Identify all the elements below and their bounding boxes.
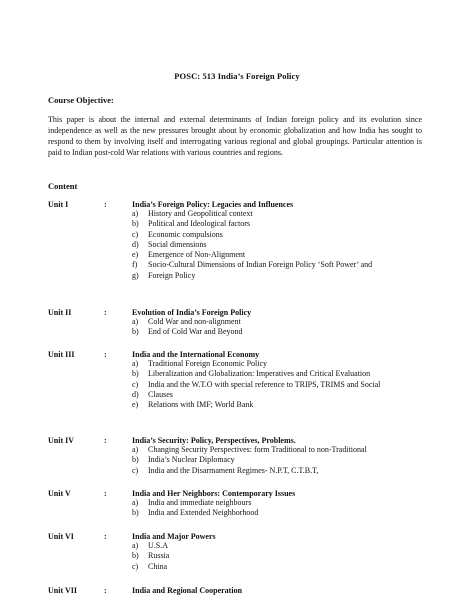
unit-title: India and the International Economy: [132, 350, 260, 359]
item-marker: c): [132, 561, 139, 571]
unit-separator: :: [104, 436, 107, 445]
item-text: India and the Disarmament Regimes- N.P.T, C.T.B.T,: [148, 465, 319, 475]
unit-item: [132, 209, 432, 219]
unit-label: Unit II: [48, 308, 72, 317]
item-text: Cold War and non-alignment: [148, 317, 241, 326]
unit-item: [132, 369, 432, 379]
item-marker: a): [132, 498, 139, 507]
unit-item: [132, 400, 432, 410]
item-marker: a): [132, 445, 139, 454]
item-text: U.S.A: [148, 541, 169, 550]
item-marker: c): [132, 229, 139, 239]
unit-item: [132, 508, 432, 518]
item-marker: d): [132, 239, 139, 249]
item-marker: d): [132, 389, 139, 399]
item-text: Clauses: [148, 389, 173, 399]
unit-item: [132, 380, 432, 390]
item-marker: e): [132, 400, 139, 410]
unit-item: [132, 219, 432, 229]
item-marker: a): [132, 317, 139, 326]
unit-item: [132, 359, 432, 369]
unit-item: [132, 327, 432, 337]
course-objective-text: This paper is about the internal and external determinants of Indian foreign policy and its evolution since independence as well as the new pressures brought about by economic globalization and how India has sought to respond to them by involving itself and interrogating various regional and global groupings. Particular attention is paid to Indian post-cold War relations with various countries and regions.: [48, 115, 422, 157]
item-marker: f): [132, 260, 138, 270]
unit-title: India and Regional Cooperation: [132, 586, 243, 595]
unit-item: [132, 445, 432, 455]
unit-title: India and Her Neighbors: Contemporary Issues: [132, 489, 296, 498]
unit-item: [132, 466, 432, 476]
item-text: Liberalization and Globalization: Imperatives and Critical Evaluation: [148, 369, 371, 379]
unit-label: Unit VI: [48, 532, 74, 541]
item-text: Traditional Foreign Economic Policy: [148, 359, 268, 368]
unit-label: Unit I: [48, 200, 69, 209]
unit-item: [132, 562, 432, 572]
item-marker: b): [132, 455, 139, 465]
item-text: India and immediate neighbours: [148, 498, 252, 507]
unit-item-list: [132, 445, 432, 476]
item-text: Changing Security Perspectives: form Traditional to non-Traditional: [148, 445, 367, 454]
unit-item: [132, 240, 432, 250]
item-text: Russia: [148, 551, 170, 561]
unit-item: [132, 230, 432, 240]
unit-separator: :: [104, 489, 107, 498]
unit-item: [132, 551, 432, 561]
unit-item-list: [132, 317, 432, 338]
item-text: China: [148, 561, 168, 571]
unit-title: India’s Foreign Policy: Legacies and Influences: [132, 200, 294, 209]
unit-label: Unit V: [48, 489, 71, 498]
unit-item: [132, 390, 432, 400]
unit-title: India’s Security: Policy, Perspectives, Problems.: [132, 436, 296, 445]
unit-label: Unit VII: [48, 586, 77, 595]
item-text: Foreign Policy: [148, 270, 196, 280]
item-text: Social dimensions: [148, 239, 207, 249]
unit-title: India and Major Powers: [132, 532, 216, 541]
item-text: Economic compulsions: [148, 229, 223, 239]
unit-separator: :: [104, 586, 107, 595]
item-text: History and Geopolitical context: [148, 209, 253, 218]
unit-item-list: [132, 359, 432, 410]
unit-separator: :: [104, 308, 107, 317]
item-marker: c): [132, 379, 139, 389]
unit-item-list: [132, 209, 432, 281]
unit-item: [132, 260, 432, 270]
item-marker: e): [132, 250, 139, 260]
item-marker: a): [132, 541, 139, 550]
item-text: Relations with IMF; World Bank: [148, 400, 254, 410]
item-marker: a): [132, 359, 139, 368]
unit-item-list: [132, 498, 432, 519]
item-text: Socio-Cultural Dimensions of Indian Foreign Policy ‘Soft Power’ and: [148, 260, 373, 270]
unit-item: [132, 498, 432, 508]
item-text: End of Cold War and Beyond: [148, 327, 243, 337]
course-objective-heading: Course Objective:: [48, 95, 114, 105]
item-marker: a): [132, 209, 139, 218]
unit-item: [132, 317, 432, 327]
item-marker: b): [132, 327, 139, 337]
item-marker: b): [132, 508, 139, 518]
unit-separator: :: [104, 200, 107, 209]
unit-title: Evolution of India’s Foreign Policy: [132, 308, 252, 317]
item-text: India’s Nuclear Diplomacy: [148, 455, 235, 465]
unit-label: Unit IV: [48, 436, 75, 445]
page-title: POSC: 513 India’s Foreign Policy: [174, 71, 300, 81]
unit-label: Unit III: [48, 350, 75, 359]
item-text: Political and Ideological factors: [148, 219, 250, 229]
item-marker: b): [132, 369, 139, 379]
unit-separator: :: [104, 350, 107, 359]
item-text: India and the W.T.O with special reference to TRIPS, TRIMS and Social: [148, 379, 381, 389]
content-heading: Content: [48, 181, 78, 191]
item-text: India and Extended Neighborhood: [148, 508, 259, 518]
unit-item-list: [132, 541, 432, 572]
unit-item: [132, 271, 432, 281]
unit-item: [132, 455, 432, 465]
item-marker: c): [132, 465, 139, 475]
unit-separator: :: [104, 532, 107, 541]
item-text: Emergence of Non-Alignment: [148, 250, 246, 260]
unit-item: [132, 541, 432, 551]
unit-item: [132, 250, 432, 260]
item-marker: g): [132, 270, 139, 280]
item-marker: b): [132, 551, 139, 561]
item-marker: b): [132, 219, 139, 229]
